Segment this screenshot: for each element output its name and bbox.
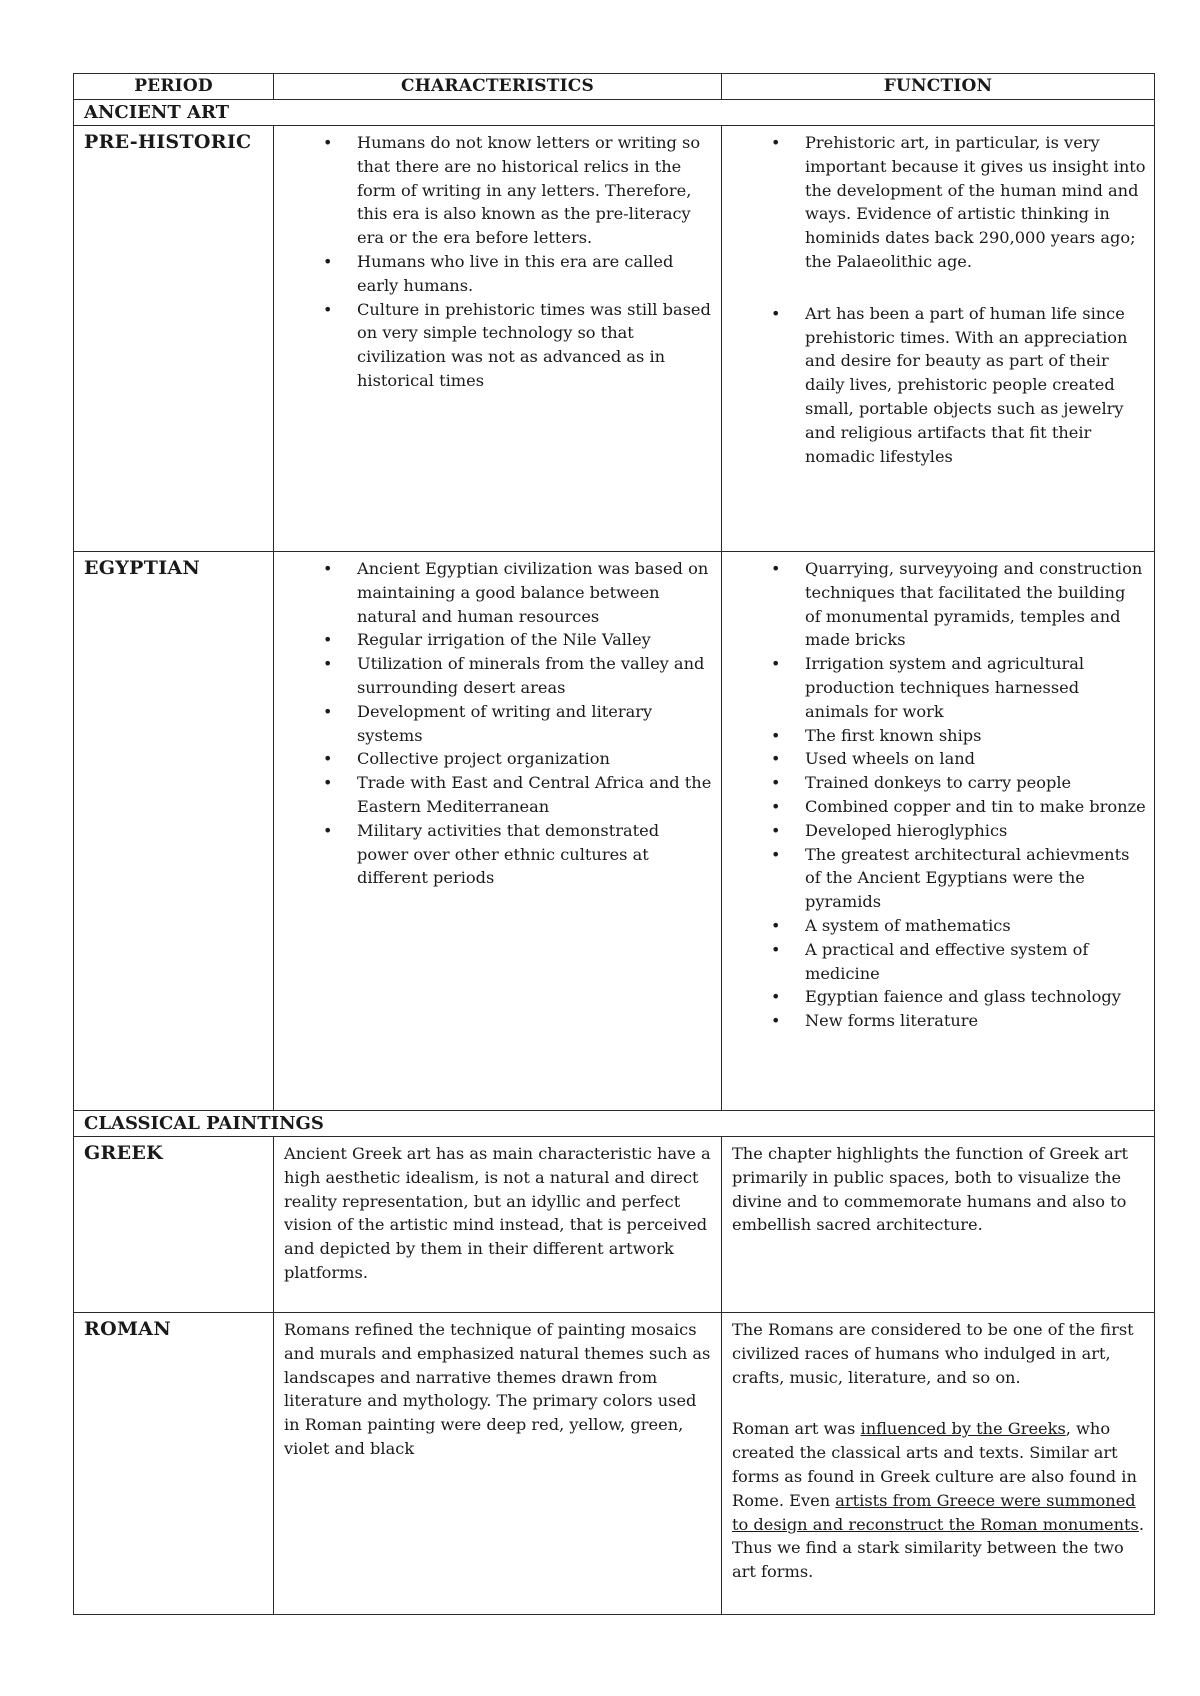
list-item: • Quarrying, surveyyoing and construction techniques that facilitated the building of monumental pyramids, temples and made bricks [722, 557, 1154, 652]
list-item: • Collective project organization [274, 747, 721, 771]
list-item: • Ancient Egyptian civilization was based on maintaining a good balance between natural and human resources [274, 557, 721, 628]
header-period: PERIOD [74, 74, 274, 100]
section-title-classical: CLASSICAL PAINTINGS [74, 1111, 1155, 1137]
list-item: • Development of writing and literary systems [274, 700, 721, 748]
period-egyptian: EGYPTIAN [74, 552, 274, 1111]
list-item: • The greatest architectural achievments of the Ancient Egyptians were the pyramids [722, 843, 1154, 914]
characteristics-list [274, 557, 721, 890]
list-item: • Art has been a part of human life since prehistoric times. With an appreciation and desire for beauty as part of their daily lives, prehistoric people created small, portable objects such as jewelry and religious artifacts that fit their nomadic lifestyles [722, 302, 1154, 469]
characteristics-roman [274, 1313, 722, 1615]
list-item: • Trade with East and Central Africa and the Eastern Mediterranean [274, 771, 721, 819]
list-item: • Trained donkeys to carry people [722, 771, 1154, 795]
characteristics-list [274, 131, 721, 393]
function-greek [722, 1137, 1155, 1313]
list-item: • A system of mathematics [722, 914, 1154, 938]
list-item: • Military activities that demonstrated power over other ethnic cultures at different periods [274, 819, 721, 890]
list-item: • Egyptian faience and glass technology [722, 985, 1154, 1009]
list-item: • Culture in prehistoric times was still based on very simple technology so that civilization was not as advanced as in historical times [274, 298, 721, 393]
characteristics-greek [274, 1137, 722, 1313]
characteristics-egyptian [274, 552, 722, 1111]
function-text [722, 1417, 1154, 1584]
list-item: • Used wheels on land [722, 747, 1154, 771]
characteristics-text: Romans refined the technique of painting mosaics and murals and emphasized natural themes such as landscapes and narrative themes drawn from literature and mythology. The primary colors used in Roman painting were deep red, yellow, green, violet and black [284, 1320, 711, 1458]
list-item: • The first known ships [722, 724, 1154, 748]
list-item: • Combined copper and tin to make bronze [722, 795, 1154, 819]
function-prehistoric [722, 126, 1155, 552]
section-row-ancient [74, 100, 1155, 126]
list-item: • Humans who live in this era are called early humans. [274, 250, 721, 298]
function-egyptian [722, 552, 1155, 1111]
list-item: • Irrigation system and agricultural production techniques harnessed animals for work [722, 652, 1154, 723]
row-roman [74, 1313, 1155, 1615]
art-periods-table [73, 73, 1155, 1615]
characteristics-text: Ancient Greek art has as main characteristic have a high aesthetic idealism, is not a natural and direct reality representation, but an idyllic and perfect vision of the artistic mind instead, that is perceived and depicted by them in their different artwork platforms. [284, 1144, 711, 1282]
row-greek [74, 1137, 1155, 1313]
function-text: The chapter highlights the function of Greek art primarily in public spaces, both to visualize the divine and to commemorate humans and also to embellish sacred architecture. [732, 1144, 1129, 1235]
link-greek-influence[interactable]: influenced by the Greeks [860, 1419, 1066, 1439]
function-list [722, 131, 1154, 274]
row-prehistoric [74, 126, 1155, 552]
text-run: . Thus we find a stark similarity between the two art forms. [732, 1514, 1145, 1582]
function-list [722, 557, 1154, 1033]
header-characteristics: CHARACTERISTICS [274, 74, 722, 100]
header-row [74, 74, 1155, 100]
link-greek-artists[interactable]: artists from Greece were summoned to design and reconstruct the Roman monuments [732, 1490, 1139, 1534]
function-text: The Romans are considered to be one of the first civilized races of humans who indulged in art, crafts, music, literature, and so on. [732, 1320, 1134, 1387]
function-roman [722, 1313, 1155, 1615]
section-title-ancient: ANCIENT ART [74, 100, 1155, 126]
period-roman: ROMAN [74, 1313, 274, 1615]
header-function: FUNCTION [722, 74, 1155, 100]
section-row-classical [74, 1111, 1155, 1137]
text-run: , who created the classical arts and texts. Similar art forms as found in Greek culture are also found in Rome. Even [732, 1419, 1137, 1510]
list-item: • Developed hieroglyphics [722, 819, 1154, 843]
function-list [722, 302, 1154, 469]
period-greek: GREEK [74, 1137, 274, 1313]
list-item: • Humans do not know letters or writing so that there are no historical relics in the form of writing in any letters. Therefore, this era is also known as the pre-literacy era or the era before letters. [274, 131, 721, 250]
list-item: • Utilization of minerals from the valley and surrounding desert areas [274, 652, 721, 700]
list-item: • Prehistoric art, in particular, is very important because it gives us insight into the development of the human mind and ways. Evidence of artistic thinking in hominids dates back 290,000 years ago; the Palaeolithic age. [722, 131, 1154, 274]
period-prehistoric: PRE-HISTORIC [74, 126, 274, 552]
list-item: • Regular irrigation of the Nile Valley [274, 628, 721, 652]
text-run: Roman art was [732, 1419, 861, 1439]
characteristics-prehistoric [274, 126, 722, 552]
list-item: • New forms literature [722, 1009, 1154, 1033]
list-item: • A practical and effective system of medicine [722, 938, 1154, 986]
row-egyptian [74, 552, 1155, 1111]
